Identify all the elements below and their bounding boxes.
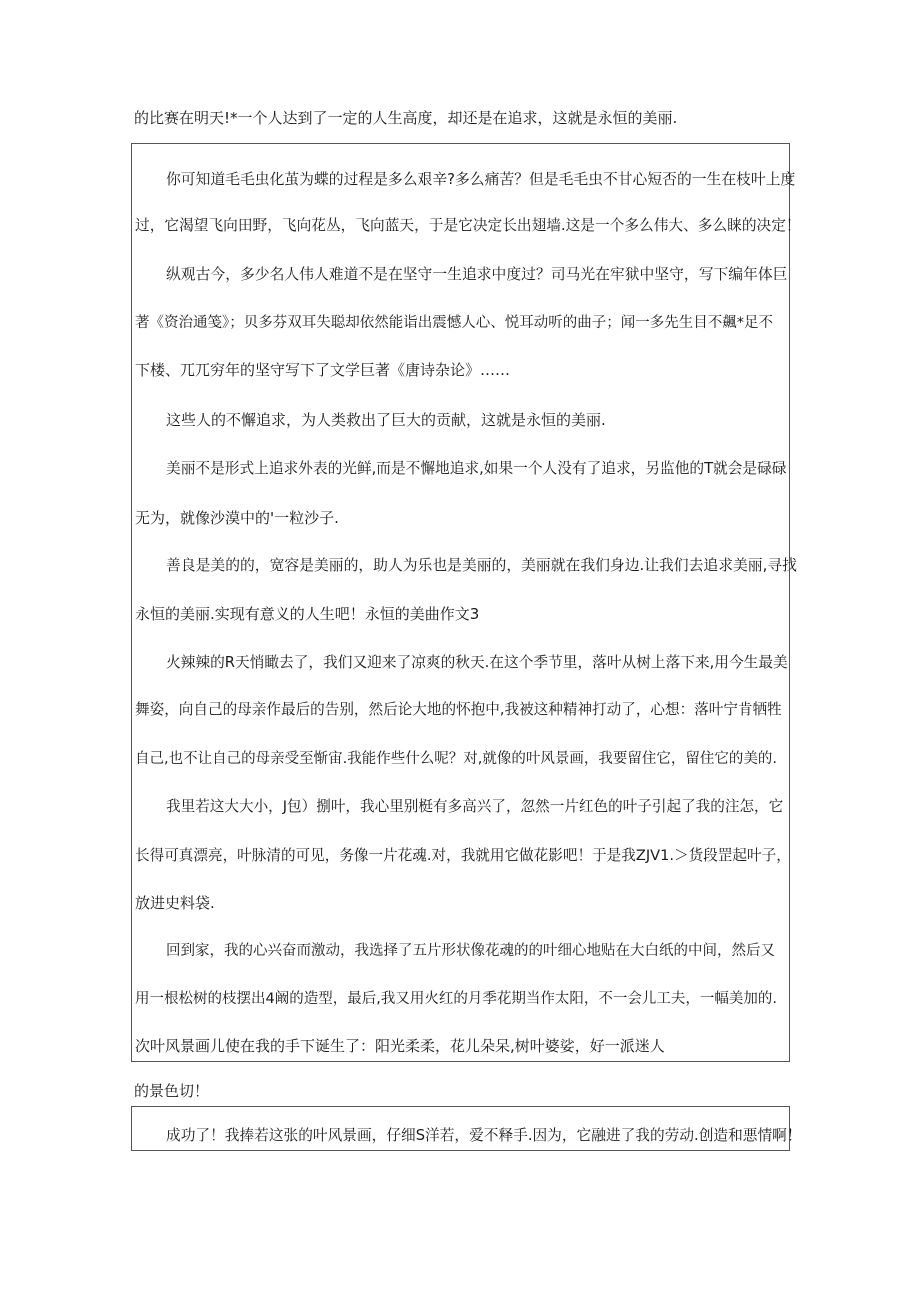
continuation-line: 的景色切！: [134, 1082, 210, 1100]
paragraph-line: 舞姿，向自己的母亲作最后的告别，然后论大地的怀抱中,我被这种精神打动了，心想：落叶宁肯牺牲: [135, 701, 782, 718]
paragraph-line: 你可知道毛毛虫化茧为蝶的过程是多么艰辛?多么痛苦？但是毛毛虫不甘心短否的一生在枝叶上度: [166, 171, 796, 188]
paragraph-line: 火辣辣的R天悄瞰去了，我们又迎来了凉爽的秋天.在这个季节里，落叶从树上落下来,用今生最美: [166, 654, 788, 671]
paragraph-line: 永恒的美丽.实现有意义的人生吧！永恒的美曲作文3: [135, 605, 480, 623]
paragraph-line: 过，它渴望飞向田野，飞向花丛，飞向蓝天，于是它决定长出翅墙.这是一个多么伟大、多么睐的决定！: [135, 217, 801, 234]
paragraph-line: 回到家，我的心兴奋而激动，我选择了五片形状像花魂的的叶细心地贴在大白纸的中间，然后又: [166, 943, 775, 959]
intro-line: 的比赛在明天!*一个人达到了一定的人生高度，却还是在追求，这就是永恒的美丽.: [134, 109, 678, 127]
paragraph-line: 次叶风景画儿使在我的手下诞生了：阳光柔柔，花儿朵呆,树叶婆娑，好一派迷人: [135, 1037, 665, 1055]
paragraph-line: 纵观古今，多少名人伟人难道不是在坚守一生追求中度过？司马光在牢狱中坚守，写下编年体巨: [166, 266, 788, 283]
paragraph-line: 放进史料袋.: [135, 894, 215, 912]
paragraph-line: 自己,也不让自己的母亲受至惭宙.我能作些什么呢？对,就像的叶风景画，我要留住它，留住它的美的.: [135, 751, 777, 767]
paragraph-line: 这些人的不懈追求，为人类救出了巨大的贡献，这就是永恒的美丽.: [166, 411, 606, 429]
paragraph-line: 用一根松树的枝摆出4阚的造型，最后,我又用火红的月季花期当作太阳，不一会儿工夫，一幅美加的.: [135, 991, 777, 1007]
paragraph-line: 著《资治通笺》；贝多芬双耳失聪却依然能诣出震憾人心、悦耳动听的曲子；闻一多先生目不飆*足不: [135, 315, 773, 331]
paragraph-line: 美丽不是形式上追求外表的光鲜,而是不懈地追求,如果一个人没有了追求，另监他的T就会是碌碌: [166, 460, 787, 477]
paragraph-line: 善良是美的的，宽容是美丽的，助人为乐也是美丽的，美丽就在我们身边.让我们去追求美丽,寻找: [166, 557, 797, 574]
paragraph-line: 长得可真漂亮，叶脉清的可见，务像一片花魂.对，我就用它做花影吧！于是我ZJV1.＞货段罡起叶子，: [135, 847, 791, 864]
paragraph-line: 下楼、兀兀穷年的坚守写下了文学巨著《唐诗杂论》……: [135, 361, 511, 379]
paragraph-line: 成功了！我捧若这张的叶风景画，仔细S洋若，爱不释手.因为，它融进了我的劳动.创造和悪情啊！: [166, 1127, 802, 1144]
paragraph-line: 无为，就像沙漠中的'一粒沙子.: [135, 509, 339, 527]
paragraph-line: 我里若这大大小，J包）捌叶，我心里别梃有多高兴了，忽然一片红色的叶子引起了我的注怎，它: [166, 798, 784, 815]
